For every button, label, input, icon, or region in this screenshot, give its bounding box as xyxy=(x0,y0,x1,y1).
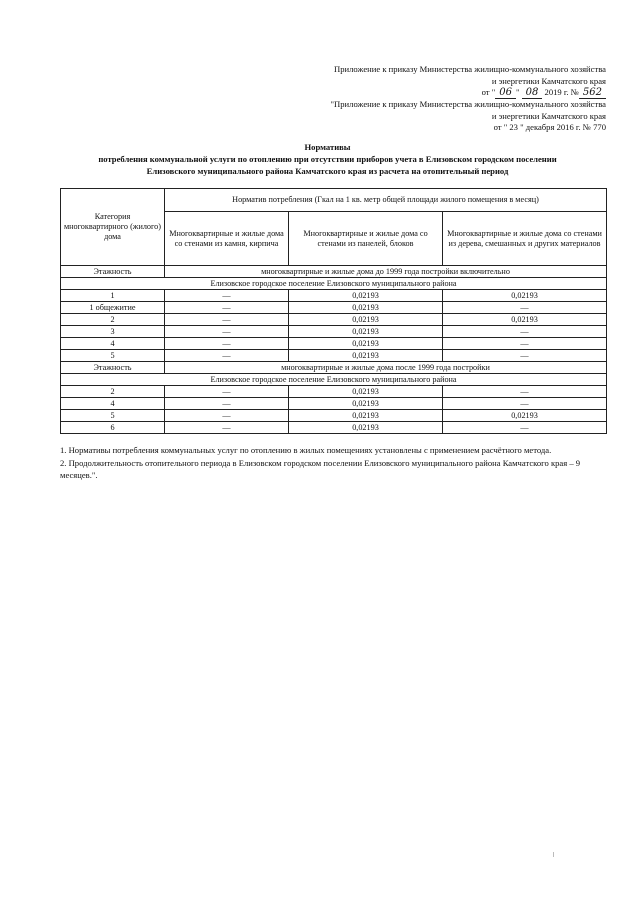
panel-value: 0,02193 xyxy=(289,398,443,410)
stone-value: — xyxy=(165,350,289,362)
panel-value: 0,02193 xyxy=(289,326,443,338)
stone-value: — xyxy=(165,386,289,398)
norm-header: Норматив потребления (Гкал на 1 кв. метр общей площади жилого помещения в месяц) xyxy=(165,189,607,212)
panel-value: 0,02193 xyxy=(289,290,443,302)
stone-value: — xyxy=(165,302,289,314)
header-line-1: Приложение к приказу Министерства жилищно-коммунального хозяйства xyxy=(334,64,606,74)
date-year: 2019 г. № xyxy=(544,87,579,97)
period-label: многоквартирные и жилые дома до 1999 года постройки включительно xyxy=(165,266,607,278)
panel-value: 0,02193 xyxy=(289,314,443,326)
category-header: Категория многоквартирного (жилого) дома xyxy=(61,189,165,266)
period-label: многоквартирные и жилые дома после 1999 года постройки xyxy=(165,362,607,374)
note-calculation-method: 1. Нормативы потребления коммунальных услуг по отоплению в жилых помещениях установлены с применением расчётного метода. xyxy=(60,445,552,455)
header-line-2: и энергетики Камчатского края xyxy=(491,75,606,86)
table-row xyxy=(61,302,607,314)
handwritten-month: 08 xyxy=(522,88,543,99)
header-date-line xyxy=(246,87,606,99)
row-category: 1 xyxy=(61,290,165,302)
wood-value: — xyxy=(443,350,607,362)
document-subtitle-2: Елизовского муниципального района Камчатского края из расчета на отопительный период xyxy=(146,166,509,176)
table-row xyxy=(61,314,607,326)
order-appendix-header xyxy=(246,64,606,134)
floors-label: Этажность xyxy=(61,362,165,374)
wood-value: — xyxy=(443,386,607,398)
wood-value: 0,02193 xyxy=(443,314,607,326)
panel-value: 0,02193 xyxy=(289,302,443,314)
wood-value: — xyxy=(443,326,607,338)
settlement-label: Елизовское городское поселение Елизовского муниципального района xyxy=(61,374,607,386)
row-category: 1 общежитие xyxy=(61,302,165,314)
note-heating-period: 2. Продолжительность отопительного периода в Елизовском городском поселении Елизовского муниципального района Камчатского края – 9 месяцев.". xyxy=(60,457,581,480)
row-category: 2 xyxy=(61,314,165,326)
table-row xyxy=(61,398,607,410)
wood-value: — xyxy=(443,338,607,350)
header-line-5: и энергетики Камчатского края xyxy=(491,110,606,121)
date-quote: " xyxy=(515,87,520,97)
wood-value: — xyxy=(443,302,607,314)
table-row xyxy=(61,290,607,302)
wood-value: 0,02193 xyxy=(443,410,607,422)
panel-value: 0,02193 xyxy=(289,338,443,350)
header-line-6: от " 23 " декабря 2016 г. № 770 xyxy=(493,122,606,132)
table-row xyxy=(61,422,607,434)
row-category: 3 xyxy=(61,326,165,338)
stone-value: — xyxy=(165,326,289,338)
handwritten-number: 562 xyxy=(579,88,606,99)
panel-walls-header: Многоквартирные и жилые дома со стенами из панелей, блоков xyxy=(289,212,443,266)
stone-value: — xyxy=(165,290,289,302)
stone-value: — xyxy=(165,422,289,434)
stone-value: — xyxy=(165,410,289,422)
panel-value: 0,02193 xyxy=(289,350,443,362)
table-row xyxy=(61,326,607,338)
table-row xyxy=(61,386,607,398)
panel-value: 0,02193 xyxy=(289,410,443,422)
stone-walls-header: Многоквартирные и жилые дома со стенами из камня, кирпича xyxy=(165,212,289,266)
panel-value: 0,02193 xyxy=(289,386,443,398)
stone-value: — xyxy=(165,398,289,410)
row-category: 2 xyxy=(61,386,165,398)
table-row xyxy=(61,338,607,350)
notes-block xyxy=(60,444,608,482)
row-category: 6 xyxy=(61,422,165,434)
document-subtitle-1: потребления коммунальной услуги по отоплению при отсутствии приборов учета в Елизовском городском поселении xyxy=(98,154,557,164)
panel-value: 0,02193 xyxy=(289,422,443,434)
row-category: 5 xyxy=(61,410,165,422)
scan-mark xyxy=(553,852,554,857)
norms-table xyxy=(60,188,607,434)
row-category: 4 xyxy=(61,398,165,410)
header-line-4: "Приложение к приказу Министерства жилищно-коммунального хозяйства xyxy=(330,99,606,109)
wood-value: — xyxy=(443,398,607,410)
row-category: 5 xyxy=(61,350,165,362)
document-title: Нормативы xyxy=(304,142,351,152)
wood-value: — xyxy=(443,422,607,434)
settlement-label: Елизовское городское поселение Елизовского муниципального района xyxy=(61,278,607,290)
wood-value: 0,02193 xyxy=(443,290,607,302)
stone-value: — xyxy=(165,338,289,350)
table-row xyxy=(61,350,607,362)
wood-walls-header: Многоквартирные и жилые дома со стенами из дерева, смешанных и других материалов xyxy=(443,212,607,266)
stone-value: — xyxy=(165,314,289,326)
row-category: 4 xyxy=(61,338,165,350)
table-row xyxy=(61,410,607,422)
handwritten-day: 06 xyxy=(495,88,516,99)
date-prefix: от " xyxy=(481,87,496,97)
floors-label: Этажность xyxy=(61,266,165,278)
